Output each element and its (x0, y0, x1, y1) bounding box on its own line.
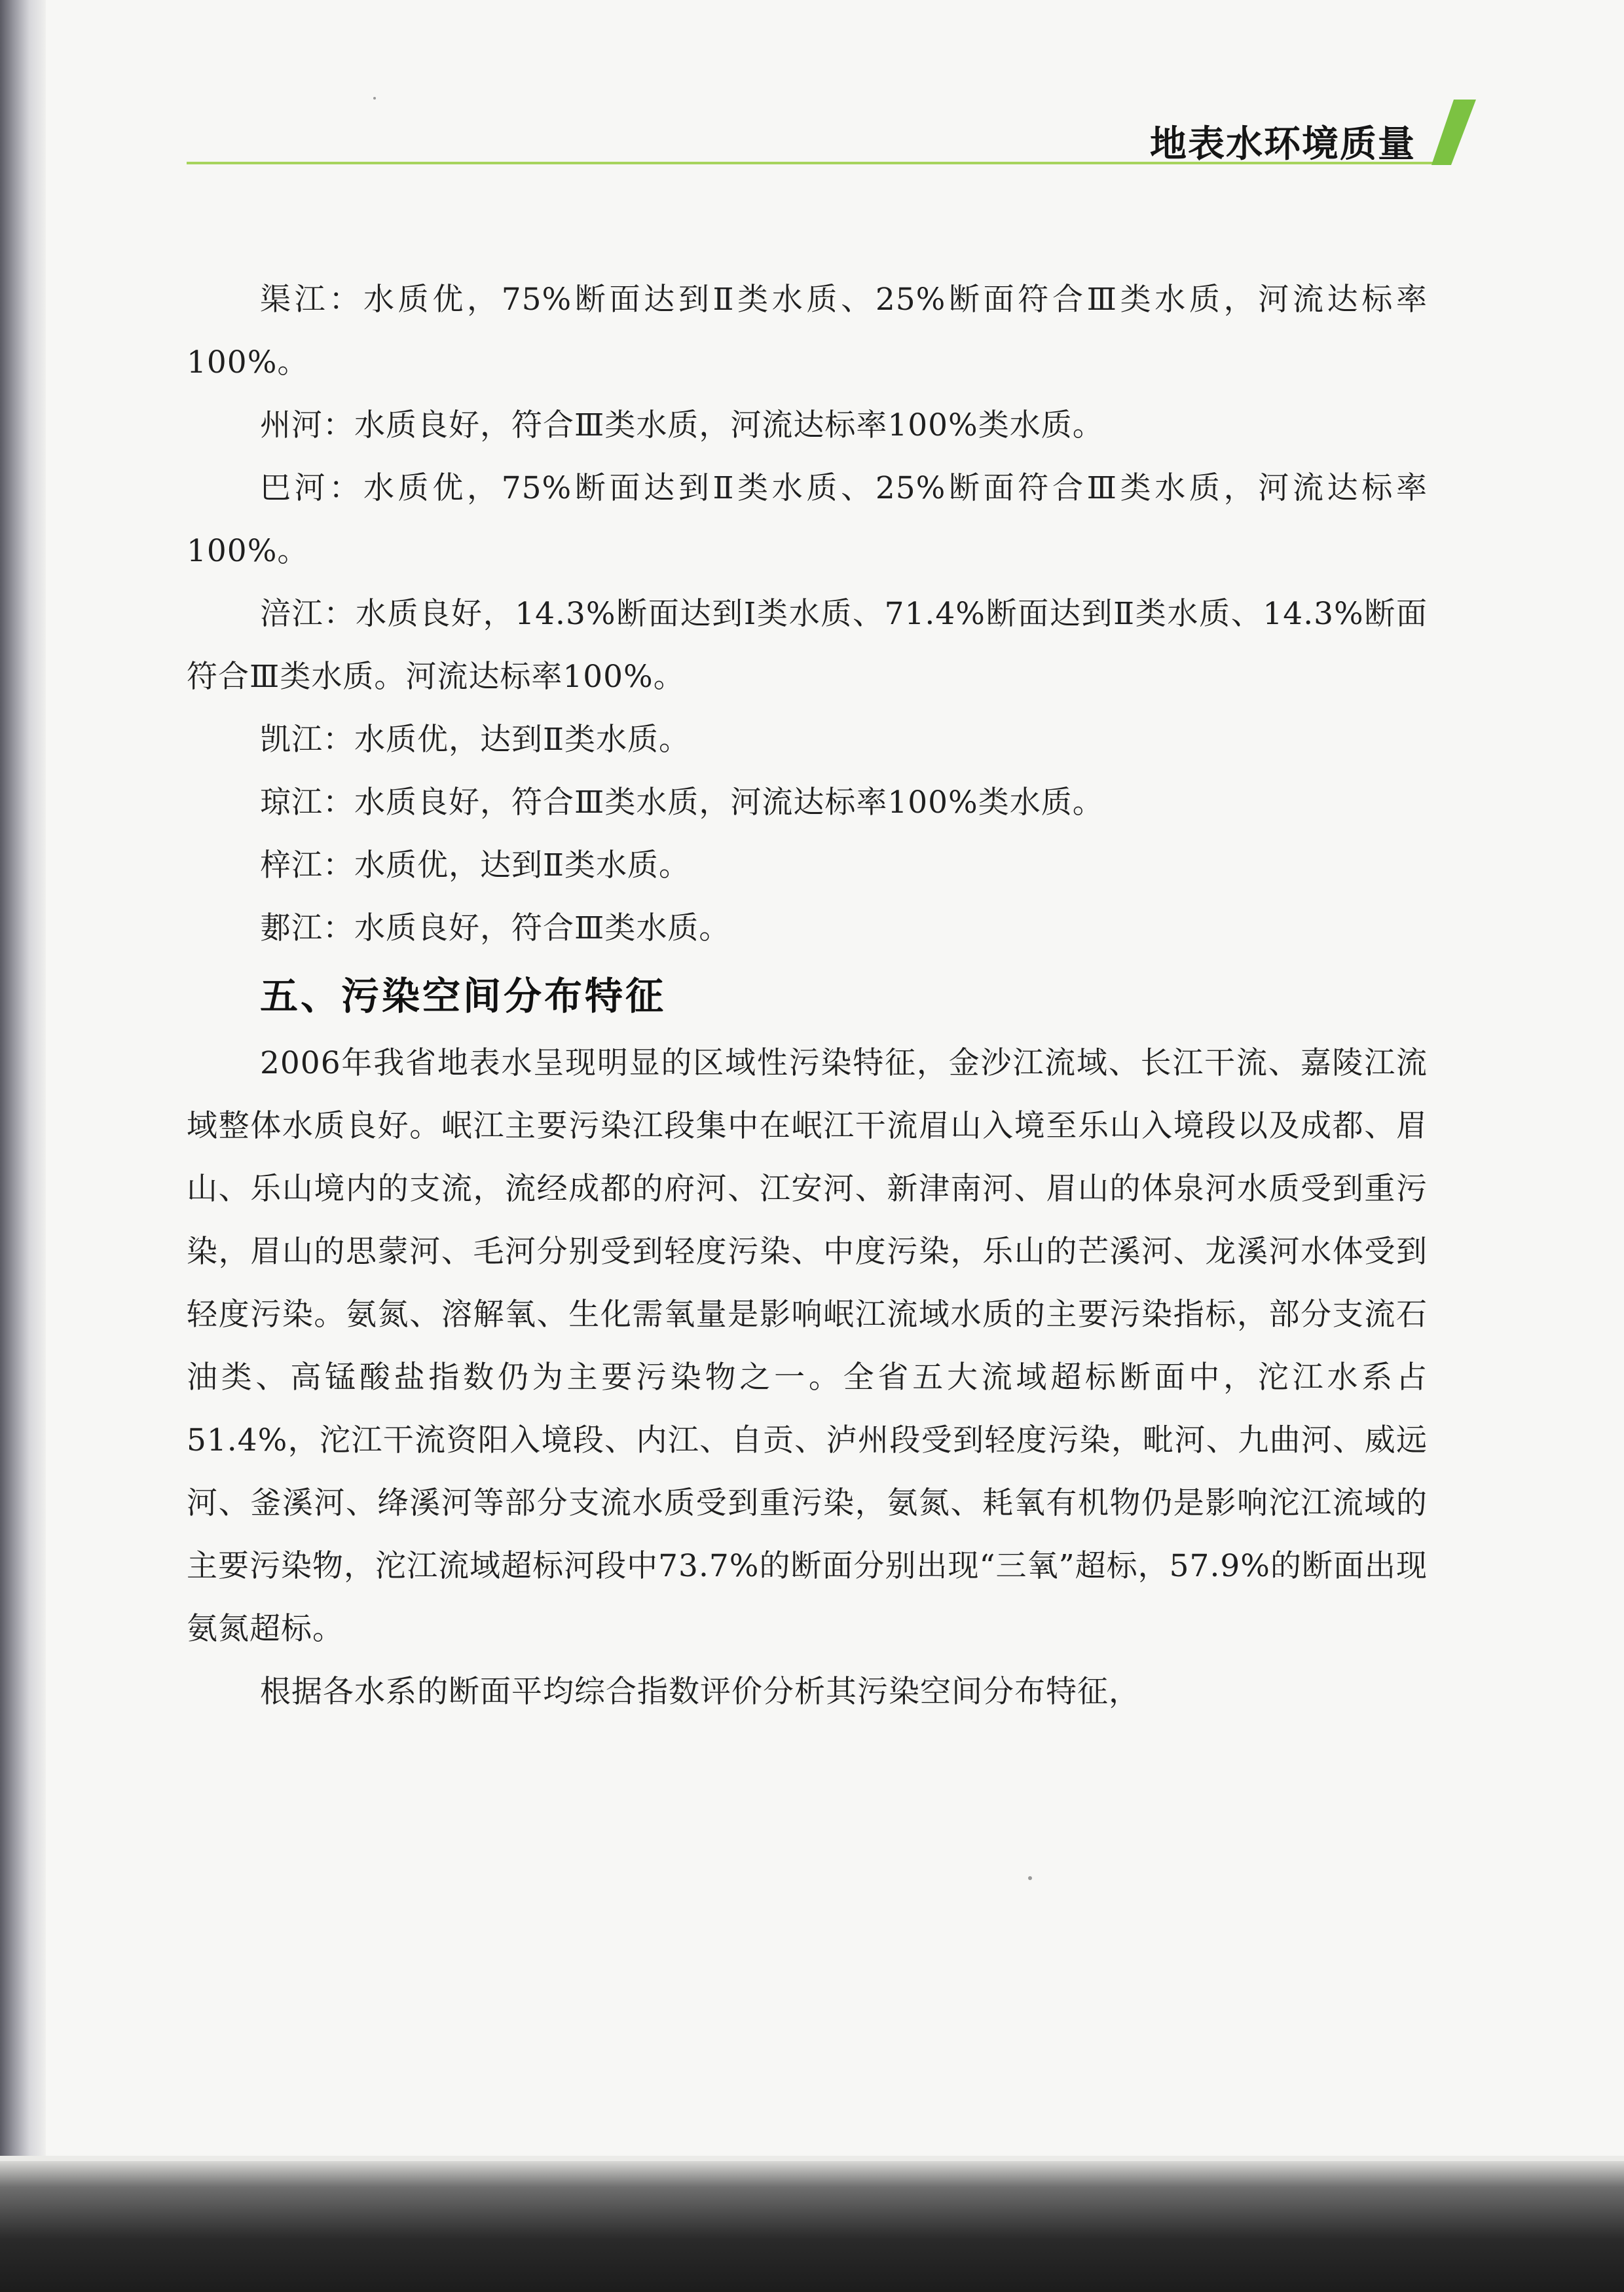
book-spine-shadow (0, 0, 46, 2292)
scan-speck (373, 97, 376, 100)
paragraph-kaijiang: 凯江：水质优，达到Ⅱ类水质。 (260, 722, 690, 758)
paragraph-analysis-intro: 根据各水系的断面平均综合指数评价分析其污染空间分布特征， (260, 1674, 1140, 1710)
paragraph-zijiang: 梓江：水质优，达到Ⅱ类水质。 (260, 847, 690, 883)
paragraph-qijiang: 郪江：水质良好，符合Ⅲ类水质。 (260, 910, 731, 946)
paragraph-fujiang: 涪江：水质良好，14.3%断面达到Ⅰ类水质、71.4%断面达到Ⅱ类水质、14.3%断面符合Ⅲ类水质。河流达标率100%。 (187, 596, 1428, 695)
paragraph-qujiang: 渠江：水质优，75%断面达到Ⅱ类水质、25%断面符合Ⅲ类水质，河流达标率100%。 (187, 282, 1428, 380)
running-header-title: 地表水环境质量 (1150, 123, 1416, 166)
scan-bottom-edge (0, 2161, 1624, 2292)
paragraph-zhouhe: 州河：水质良好，符合Ⅲ类水质，河流达标率100%类水质。 (260, 407, 1104, 443)
section-heading: 五、污染空间分布特征 (260, 974, 667, 1018)
paragraph-qiongjiang: 琼江：水质良好，符合Ⅲ类水质，河流达标率100%类水质。 (260, 785, 1104, 821)
paragraph-bahe: 巴河：水质优，75%断面达到Ⅱ类水质、25%断面符合Ⅲ类水质，河流达标率100%。 (187, 470, 1428, 569)
page-body (187, 268, 1428, 1724)
header-accent-slash (1431, 100, 1476, 165)
scan-speck (1028, 1876, 1032, 1880)
paragraph-pollution-overview: 2006年我省地表水呈现明显的区域性污染特征，金沙江流域、长江干流、嘉陵江流域整体水质良好。岷江主要污染江段集中在岷江干流眉山入境至乐山入境段以及成都、眉山、乐山境内的支流，流经成都的府河、江安河、新津南河、眉山的体泉河水质受到重污染，眉山的思蒙河、毛河分别受到轻度污染、中度污染，乐山的芒溪河、龙溪河水体受到轻度污染。氨氮、溶解氧、生化需氧量是影响岷江流域水质的主要污染指标，部分支流石油类、高锰酸盐指数仍为主要污染物之一。全省五大流域超标断面中，沱江水系占51.4%，沱江干流资阳入境段、内江、自贡、泸州段受到轻度污染，毗河、九曲河、威远河、釜溪河、绛溪河等部分支流水质受到重污染，氨氮、耗氧有机物仍是影响沱江流域的主要污染物，沱江流域超标河段中73.7%的断面分别出现“三氧”超标，57.9%的断面出现氨氮超标。 (187, 1045, 1428, 1647)
